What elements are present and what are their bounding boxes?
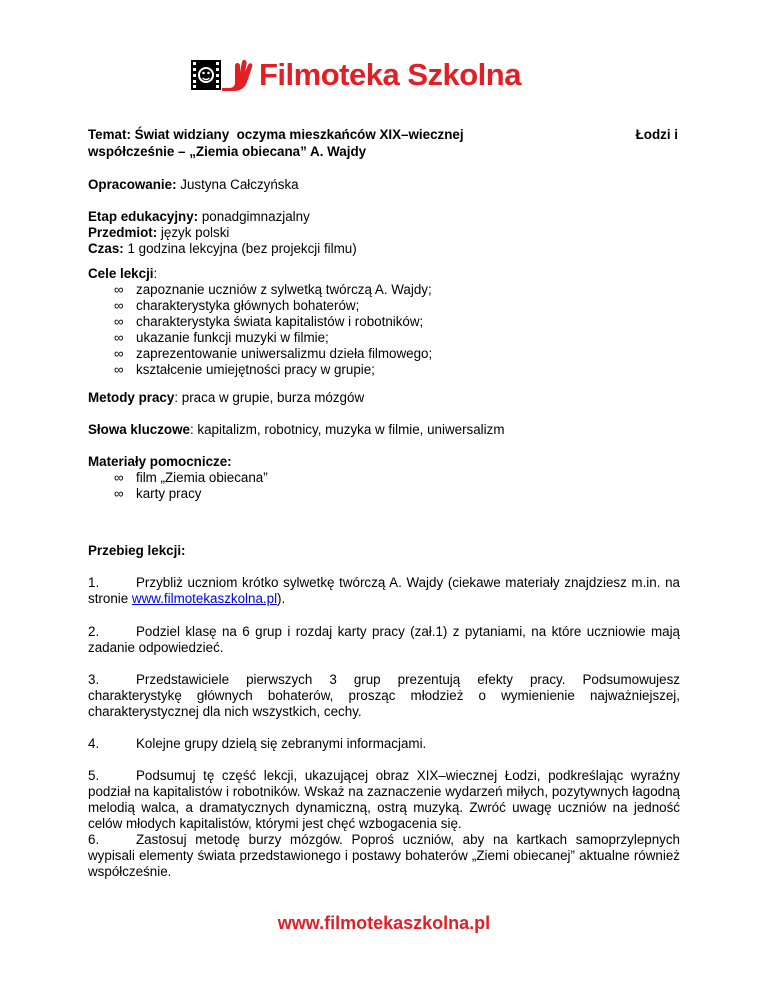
author-value: Justyna Całczyńska: [176, 177, 299, 192]
infinity-bullet-icon: ∞: [114, 298, 124, 313]
topic-line1: Świat widziany oczyma mieszkańców XIX–wiecznej: [134, 127, 464, 142]
subject-label: Przedmiot:: [88, 225, 158, 240]
list-item: ∞ zapoznanie uczniów z sylwetką twórczą A. Wajdy;: [114, 282, 432, 297]
step-number: 4.: [88, 736, 100, 751]
course-step: 4. Kolejne grupy dzielą się zebranymi informacjami.: [88, 736, 427, 751]
author-label: Opracowanie:: [88, 177, 177, 192]
course-step: 1. Przybliż uczniom krótko sylwetkę twórczą A. Wajdy (ciekawe materiały znajdziesz m.in. na stronie www.filmotekaszkolna.pl).: [88, 575, 680, 606]
lesson-topic: [88, 126, 678, 160]
materials-label: Materiały pomocnicze:: [88, 454, 232, 469]
filmoteka-logo: [191, 58, 521, 92]
step-number: 3.: [88, 672, 100, 687]
course-step: 6. Zastosuj metodę burzy mózgów. Poproś uczniów, aby na kartkach samoprzylepnych wypisali elementy świata przedstawionego i postawy bohaterów „Ziemi obiecanej” aktualne również współcześnie.: [88, 832, 680, 879]
topic-label: Temat:: [88, 127, 131, 142]
infinity-bullet-icon: ∞: [114, 314, 124, 329]
subject-value: język polski: [157, 225, 230, 240]
author-line: [88, 177, 680, 193]
course-step: 2. Podziel klasę na 6 grup i rozdaj karty pracy (zał.1) z pytaniami, na które uczniowie mają zadanie odpowiedzieć.: [88, 624, 680, 655]
course-heading: Przebieg lekcji:: [88, 543, 186, 558]
list-item: ∞ film „Ziemia obiecana”: [114, 470, 268, 485]
infinity-bullet-icon: ∞: [114, 486, 124, 501]
course-step: 5. Podsumuj tę część lekcji, ukazującej obraz XIX–wiecznej Łodzi, podkreślając wyraźny podział na kapitalistów i robotników. Wskaż na zaznaczenie wydarzeń miłych, pozytywnych łagodną melodią walca, a dramatycznych dynamiczną, ostrą muzyką. Zwróć uwagę uczniów na jedność celów młodych kapitalistów, którymi jest chęć wzbogacenia się.: [88, 768, 680, 831]
stage-label: Etap edukacyjny:: [88, 209, 199, 224]
goals-colon: :: [153, 266, 158, 281]
infinity-bullet-icon: ∞: [114, 282, 124, 297]
footer-url[interactable]: www.filmotekaszkolna.pl: [277, 913, 491, 933]
keywords-value: : kapitalizm, robotnicy, muzyka w filmie, uniwersalizm: [189, 422, 505, 437]
infinity-bullet-icon: ∞: [114, 330, 124, 345]
goals-label: Cele lekcji: [88, 266, 154, 281]
materials-section: [88, 454, 680, 502]
list-item: ∞ zaprezentowanie uniwersalizmu dzieła filmowego;: [114, 346, 433, 361]
stage-value: ponadgimnazjalny: [198, 209, 310, 224]
infinity-bullet-icon: ∞: [114, 470, 124, 485]
methods-value: : praca w grupie, burza mózgów: [174, 390, 365, 405]
methods-label: Metody pracy: [88, 390, 175, 405]
step-number: 2.: [88, 624, 100, 639]
infinity-bullet-icon: ∞: [114, 362, 124, 377]
step-number: 6.: [88, 832, 100, 847]
topic-line1-end: Łodzi i: [635, 127, 678, 142]
logo-text: Filmoteka Szkolna: [259, 57, 521, 92]
time-value: 1 godzina lekcyjna (bez projekcji filmu): [123, 241, 357, 256]
goals-list: [88, 282, 680, 378]
filmoteka-link[interactable]: www.filmotekaszkolna.pl: [131, 591, 278, 606]
topic-line2: współcześnie – „Ziemia obiecana” A. Wajdy: [88, 144, 367, 159]
keywords-label: Słowa kluczowe: [88, 422, 190, 437]
materials-list: [88, 470, 680, 502]
list-item: ∞ kształcenie umiejętności pracy w grupie;: [114, 362, 375, 377]
list-item: ∞ karty pracy: [114, 486, 202, 501]
film-reel-hand-icon: [191, 58, 253, 92]
list-item: ∞ charakterystyka głównych bohaterów;: [114, 298, 360, 313]
list-item: ∞ charakterystyka świata kapitalistów i robotników;: [114, 314, 424, 329]
step-number: 1.: [88, 575, 100, 590]
infinity-bullet-icon: ∞: [114, 346, 124, 361]
goals-section: [88, 266, 680, 378]
methods-line: [88, 390, 680, 406]
list-item: ∞ ukazanie funkcji muzyki w filmie;: [114, 330, 329, 345]
time-label: Czas:: [88, 241, 124, 256]
step-number: 5.: [88, 768, 100, 783]
keywords-line: [88, 422, 680, 438]
lesson-meta: [88, 209, 680, 257]
course-step: 3. Przedstawiciele pierwszych 3 grup prezentują efekty pracy. Podsumowujesz charakterystykę głównych bohaterów, prosząc młodzież o wymienienie najważniejszej, charakterystycznej dla nich wszystkich, cechy.: [88, 672, 680, 719]
